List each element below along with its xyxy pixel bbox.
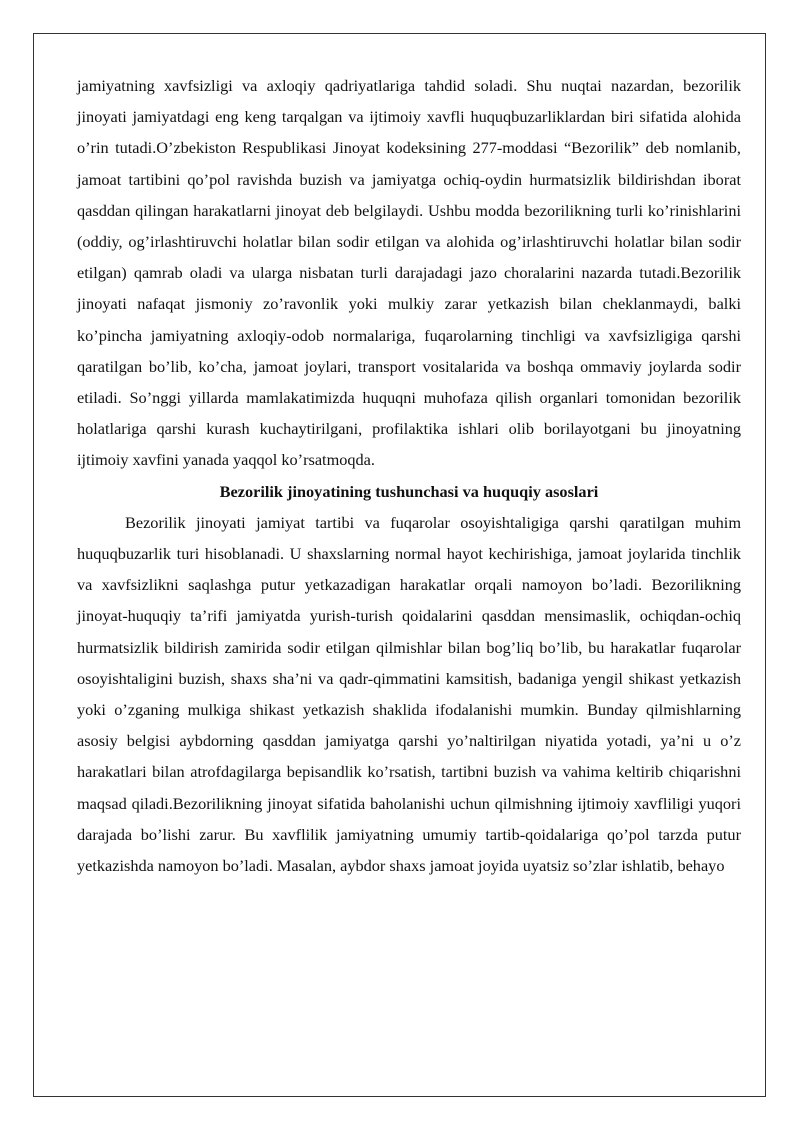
body-paragraph: Bezorilik jinoyati jamiyat tartibi va fuqarolar osoyishtaligiga qarshi qaratilgan muhim huquqbuzarlik turi hisoblanadi. U shaxslarning normal hayot kechirishiga, jamoat joylarida tinchlik va xavfsizlikni saqlashga putur yetkazadigan harakatlar orqali namoyon bo’ladi. Bezorilikning jinoyat-huquqiy ta’rifi jamiyatda yurish-turish qoidalarini qasddan mensimaslik, ochiqdan-ochiq hurmatsizlik bildirish zamirida sodir etilgan qilmishlar bilan bog’liq bo’lib, bu harakatlar fuqarolar osoyishtaligini buzish, shaxs sha’ni va qadr-qimmatini kamsitish, badaniga yengil shikast yetkazish yoki o’zganing mulkiga shikast yetkazish shaklida ifodalanishi mumkin. Bunday qilmishlarning asosiy belgisi aybdorning qasddan jamiyatga qarshi yo’naltirilgan niyatida yotadi, ya’ni u o’z harakatlari bilan atrofdagilarga bepisandlik ko’rsatish, tartibni buzish va vahima keltirib chiqarishni maqsad qiladi.Bezorilikning jinoyat sifatida baholanishi uchun qilmishning ijtimoiy xavfliligi yuqori darajada bo’lishi zarur. Bu xavflilik jamiyatning umumiy tartib-qoidalariga qo’pol tarzda putur yetkazishda namoyon bo’ladi. Masalan, aybdor shaxs jamoat joyida uyatsiz so’zlar ishlatib, behayo: [77, 512, 741, 876]
document-body: [77, 70, 741, 881]
body-paragraph: jamiyatning xavfsizligi va axloqiy qadriyatlariga tahdid soladi. Shu nuqtai nazardan, bezorilik jinoyati jamiyatdagi eng keng tarqalgan va ijtimoiy xavfli huquqbuzarliklardan biri sifatida alohida o’rin tutadi.O’zbekiston Respublikasi Jinoyat kodeksining 277-moddasi “Bezorilik” deb nomlanib, jamoat tartibini qo’pol ravishda buzish va jamiyatga ochiq-oydin hurmatsizlik bildirishdan iborat qasddan qilingan harakatlarni jinoyat deb belgilaydi. Ushbu modda bezorilikning turli ko’rinishlarini (oddiy, og’irlashtiruvchi holatlar bilan sodir etilgan va alohida og’irlashtiruvchi holatlar bilan sodir etilgan) qamrab oladi va ularga nisbatan turli darajadagi jazo choralarini nazarda tutadi.Bezorilik jinoyati nafaqat jismoniy zo’ravonlik yoki mulkiy zarar yetkazish bilan cheklanmaydi, balki ko’pincha jamiyatning axloqiy-odob normalariga, fuqarolarning tinchligi va xavfsizligiga qarshi qaratilgan bo’lib, ko’cha, jamoat joylari, transport vositalarida va boshqa ommaviy joylarda sodir etiladi. So’nggi yillarda mamlakatimizda huquqni muhofaza qilish organlari tomonidan bezorilik holatlariga qarshi kurash kuchaytirilgani, profilaktika ishlari olib borilayotgani bu jinoyatning ijtimoiy xavfini yanada yaqqol ko’rsatmoqda.: [77, 76, 741, 470]
section-heading: Bezorilik jinoyatining tushunchasi va huquqiy asoslari: [219, 481, 599, 501]
